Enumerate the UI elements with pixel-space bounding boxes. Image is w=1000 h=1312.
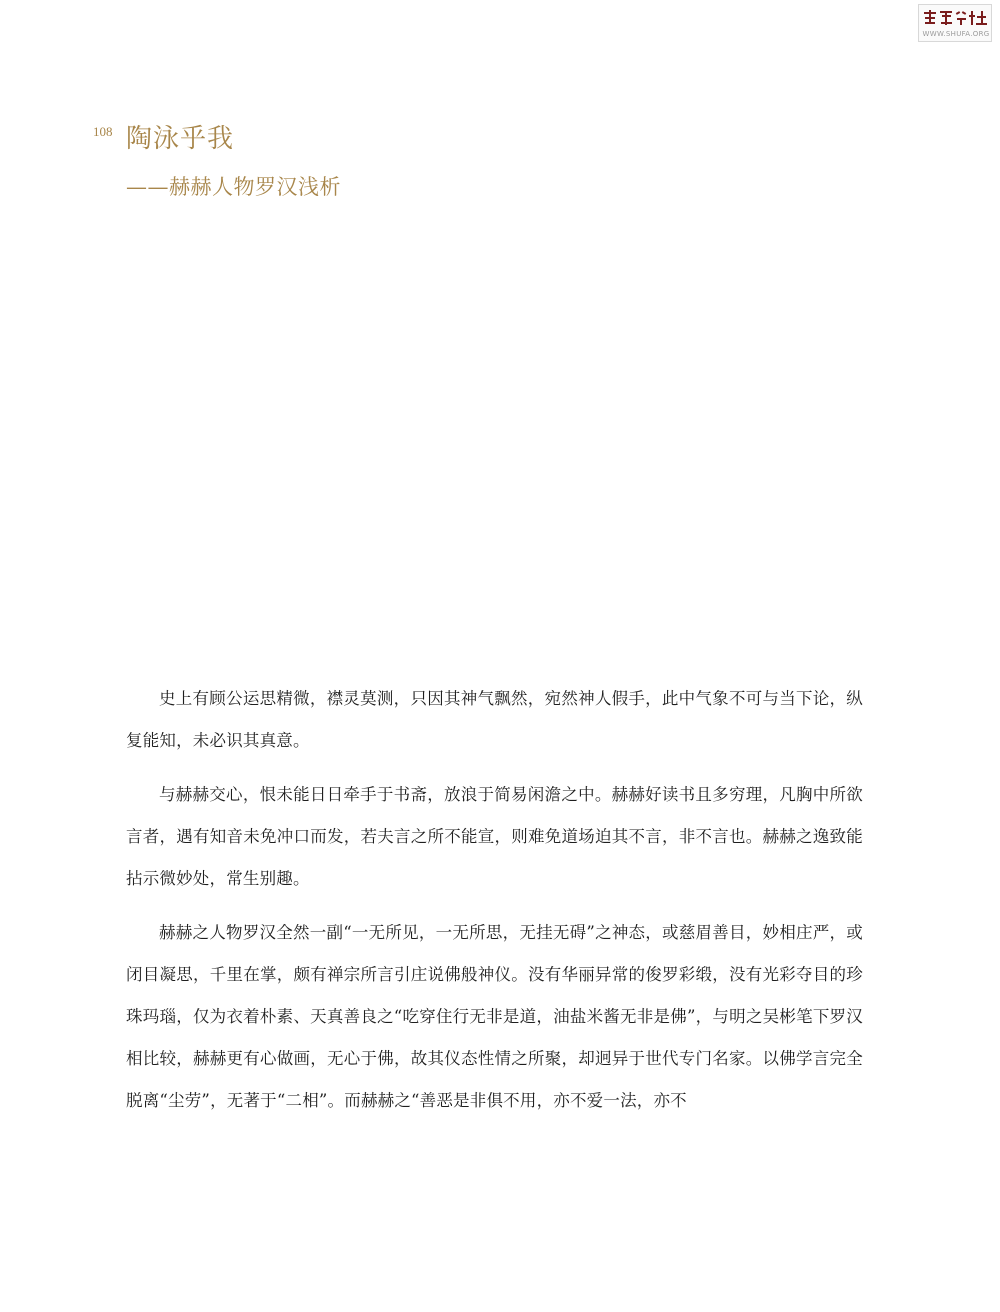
paragraph: 赫赫之人物罗汉全然一副“一无所见，一无所思，无挂无碍”之神态，或慈眉善目，妙相庄严，或闭目凝思，千里在掌，颇有禅宗所言引庄说佛般神仪。没有华丽异常的俊罗彩缎，没有光彩夺目的珍珠玛瑙，仅为衣着朴素、天真善良之“吃穿住行无非是道，油盐米酱无非是佛”，与明之吴彬笔下罗汉相比较，赫赫更有心做画，无心于佛，故其仪态性情之所聚，却迥异于世代专门名家。以佛学言完全脱离“尘劳”，无著于“二相”。而赫赫之“善恶是非俱不用，亦不爱一法，亦不 [126, 923, 863, 1110]
article-body [126, 678, 863, 1134]
watermark-url: WWW.SHUFA.ORG [922, 30, 990, 38]
paragraph: 史上有顾公运思精微，襟灵莫测，只因其神气飘然，宛然神人假手，此中气象不可与当下论，纵复能知，未必识其真意。 [126, 689, 863, 750]
article-subtitle: ——赫赫人物罗汉浅析 [126, 175, 341, 199]
shufa-logo [922, 8, 990, 28]
paragraph: 与赫赫交心，恨未能日日牵手于书斋，放浪于简易闲澹之中。赫赫好读书且多穷理，凡胸中所欲言者，遇有知音未免冲口而发，若夫言之所不能宣，则难免道场迫其不言，非不言也。赫赫之逸致能拈示微妙处，常生别趣。 [126, 785, 863, 888]
page-number: 108 [93, 124, 113, 139]
article-title: 陶泳乎我 [126, 124, 235, 154]
watermark [918, 4, 992, 42]
